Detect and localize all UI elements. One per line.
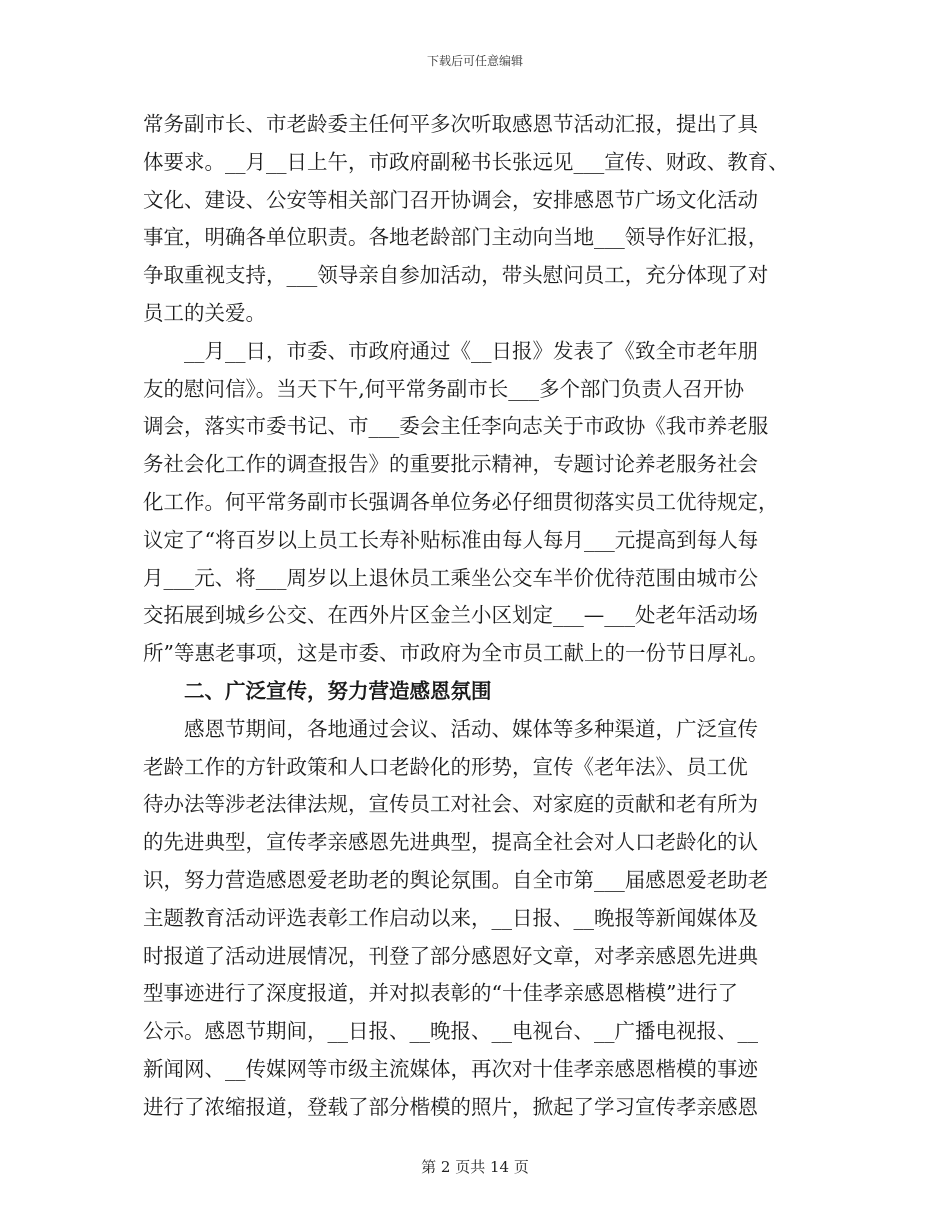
body-line: 进行了浓缩报道，登载了部分楷模的照片，掀起了学习宣传孝亲感恩	[143, 1094, 758, 1119]
body-line: 常务副市长、市老龄委主任何平多次听取感恩节活动汇报，提出了具	[143, 112, 758, 136]
body-line: 议定了“将百岁以上员工长寿补贴标准由每人每月___元提高到每人每	[143, 527, 759, 552]
body-line: 公示。感恩节期间，__日报、__晚报、__电视台、__广播电视报、__	[143, 1019, 758, 1044]
body-line: 员工的关爱。	[143, 300, 266, 325]
body-line: 交拓展到城乡公交、在西外片区金兰小区划定___—___处老年活动场	[143, 603, 758, 628]
body-line: 化工作。何平常务副市长强调各单位务必仔细贯彻落实员工优待规定，	[143, 489, 779, 514]
body-line: 文化、建设、公安等相关部门召开协调会，安排感恩节广场文化活动	[143, 187, 758, 212]
body-line: 识，努力营造感恩爱老助老的舆论氛围。自全市第___届感恩爱老助老	[143, 867, 769, 892]
body-line: 主题教育活动评选表彰工作启动以来，__日报、__晚报等新闻媒体及	[143, 905, 758, 930]
paragraph-start-line: __月__日，市委、市政府通过《__日报》发表了《致全市老年朋	[184, 338, 758, 363]
body-line: 老龄工作的方针政策和人口老龄化的形势，宣传《老年法》、员工优	[143, 754, 748, 779]
body-line: 时报道了活动进展情况，刊登了部分感恩好文章，对孝亲感恩先进典	[143, 943, 758, 968]
body-line: 调会，落实市委书记、市___委会主任李向志关于市政协《我市养老服	[143, 414, 769, 439]
body-line: 待办法等涉老法律法规，宣传员工对社会、对家庭的贡献和老有所为	[143, 792, 758, 817]
page-header: 下载后可任意编辑	[426, 54, 523, 68]
body-line: 务社会化工作的调查报告》的重要批示精神，专题讨论养老服务社会	[143, 452, 758, 477]
paragraph-start-line: 感恩节期间，各地通过会议、活动、媒体等多种渠道，广泛宣传	[184, 716, 758, 741]
body-line: 的先进典型，宣传孝亲感恩先进典型，提高全社会对人口老龄化的认	[143, 830, 758, 855]
body-line: 友的慰问信》。当天下午,何平常务副市长___多个部门负责人召开协	[143, 376, 745, 401]
body-line: 型事迹进行了深度报道，并对拟表彰的“十佳孝亲感恩楷模”进行了	[143, 981, 738, 1006]
body-line: 体要求。__月__日上午，市政府副秘书长张远见___宣传、财政、教育、	[143, 149, 789, 174]
section-heading: 二、广泛宣传，努力营造感恩氛围	[184, 678, 492, 703]
body-line: 争取重视支持，___领导亲自参加活动，带头慰问员工，充分体现了对	[143, 263, 769, 288]
page-number-footer: 第 2 页共 14 页	[421, 1158, 529, 1176]
body-line: 月___元、将___周岁以上退休员工乘坐公交车半价优待范围由城市公	[143, 565, 758, 590]
body-line: 新闻网、__传媒网等市级主流媒体，再次对十佳孝亲感恩楷模的事迹	[143, 1056, 758, 1081]
body-line: 事宜，明确各单位职责。各地老龄部门主动向当地___领导作好汇报，	[143, 225, 769, 250]
body-line: 所”等惠老事项，这是市委、市政府为全市员工献上的一份节日厚礼。	[143, 641, 769, 666]
document-body	[143, 106, 813, 1127]
